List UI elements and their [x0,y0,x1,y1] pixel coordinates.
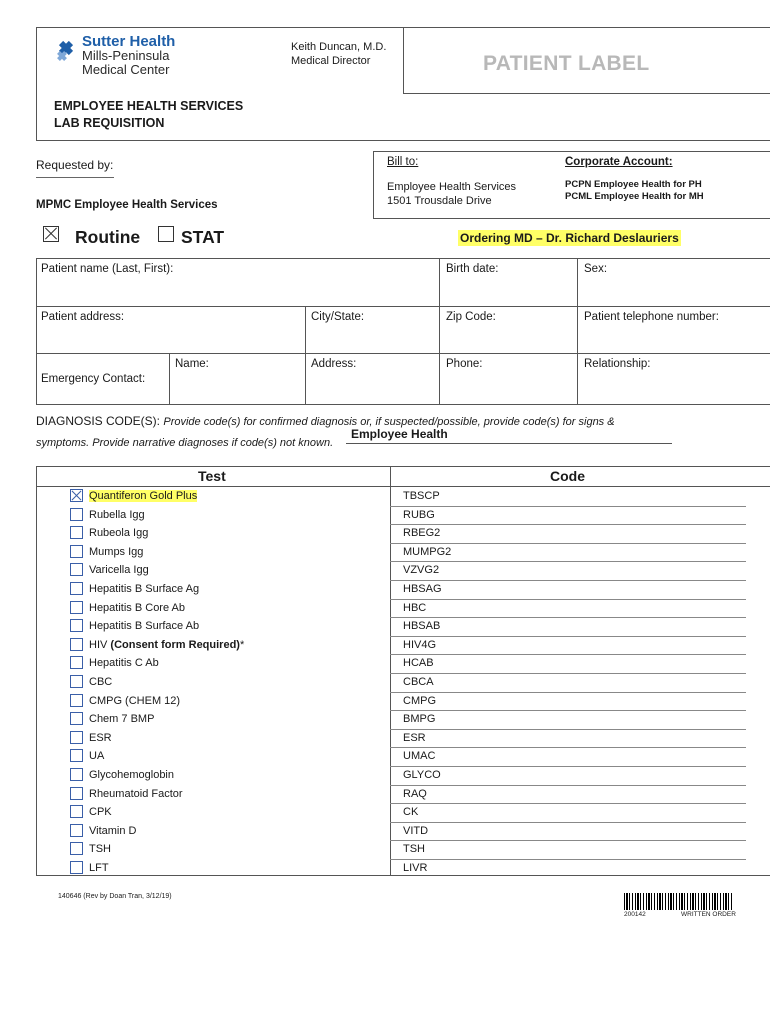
test-checkbox[interactable] [70,526,83,539]
test-name: Varicella Igg [89,564,149,577]
table-row [36,710,770,729]
director-name: Keith Duncan, M.D. [291,41,387,53]
test-checkbox[interactable] [70,656,83,669]
test-name: CMPG (CHEM 12) [89,694,181,707]
test-checkbox[interactable] [70,563,83,576]
row-divider [390,692,746,693]
form-title-line1: EMPLOYEE HEALTH SERVICES [54,99,244,113]
test-name: Mumps Igg [89,545,144,558]
row-divider [390,710,746,711]
test-code: UMAC [403,750,436,763]
test-checkbox[interactable] [70,768,83,781]
logo-medical-center: Medical Center [82,62,170,77]
patient-phone-field[interactable]: Patient telephone number: [584,311,719,323]
test-name: Hepatitis C Ab [89,657,159,670]
test-code: HBSAG [403,583,442,595]
patient-address-field[interactable]: Patient address: [41,311,125,323]
row-divider [390,543,746,544]
table-row [36,506,770,525]
test-code: HBC [403,601,427,614]
test-checkbox[interactable] [70,842,83,855]
test-name: CPK [89,806,112,819]
test-code: CK [403,806,419,819]
row-divider [390,617,746,618]
test-code: CMPG [403,694,436,707]
ec-relationship-field[interactable]: Relationship: [584,358,651,370]
test-checkbox[interactable] [70,508,83,521]
table-header-code: Code [550,468,585,484]
requested-by-value: MPMC Employee Health Services [36,199,218,211]
logo-sutter-health: Sutter Health [82,33,176,50]
test-checkbox[interactable] [70,638,83,651]
form-number: 140646 (Rev by Doan Tran, 3/12/19) [58,893,172,900]
test-code: CBCA [403,676,434,688]
bill-to-line1: Employee Health Services [387,181,517,193]
test-checkbox[interactable] [70,601,83,614]
test-checkbox[interactable] [70,545,83,558]
barcode-number: 200142 [624,911,646,918]
diagnosis-instructions: Provide code(s) for confirmed diagnosis or, if suspected/possible, provide code(s) for signs & [163,416,615,428]
test-code: MUMPG2 [403,545,452,558]
test-name: Rubella Igg [89,508,145,521]
table-row [36,729,770,748]
table-row [36,692,770,711]
ordering-md: Ordering MD – Dr. Richard Deslauriers [460,231,679,245]
row-divider [390,599,746,600]
test-checkbox[interactable] [70,861,83,874]
table-row [36,766,770,785]
birth-date-field[interactable]: Birth date: [446,263,499,275]
table-row [36,580,770,599]
test-name: Chem 7 BMP [89,713,155,726]
table-row [36,859,770,878]
row-divider [390,506,746,507]
table-row [36,617,770,636]
test-name: TSH [89,843,111,856]
row-divider [390,822,746,823]
table-header-test: Test [198,468,226,484]
table-row [36,840,770,859]
diagnosis-instructions-2: symptoms. Provide narrative diagnoses if code(s) not known. [36,437,334,449]
table-row [36,673,770,692]
row-divider [390,673,746,674]
test-name: Hepatitis B Surface Ag [89,583,200,595]
ec-name-field[interactable]: Name: [175,358,209,370]
divider [403,93,770,94]
test-name: CBC [89,676,113,688]
test-checkbox[interactable] [70,694,83,707]
table-row [36,543,770,562]
divider [305,306,306,405]
row-divider [390,636,746,637]
test-code: TBSCP [403,490,440,502]
routine-checkbox[interactable] [43,226,59,242]
test-name: LFT [89,862,109,874]
divider [439,258,440,405]
bill-to-address [387,180,516,208]
table-row [36,747,770,766]
diagnosis-underline [346,443,672,444]
table-row [36,654,770,673]
stat-checkbox[interactable] [158,226,174,242]
test-code: BMPG [403,713,436,726]
test-checkbox[interactable] [70,787,83,800]
test-code: LIVR [403,862,428,874]
corporate-line1: PCPN Employee Health for PH [565,179,702,190]
row-divider [390,803,746,804]
divider [403,28,404,94]
test-code: VITD [403,824,429,837]
emergency-contact-label: Emergency Contact: [41,373,146,385]
row-divider [390,729,746,730]
routine-label: Routine [75,227,141,247]
row-divider [390,840,746,841]
row-divider [390,561,746,562]
divider [577,258,578,405]
barcode-text: WRITTEN ORDER [681,911,736,918]
test-code: RAQ [403,787,427,800]
divider [36,306,770,307]
table-row [36,524,770,543]
test-name: Hepatitis B Surface Ab [89,620,200,633]
test-code: HBSAB [403,620,441,633]
director-title: Medical Director [291,55,371,67]
test-checkbox[interactable] [70,712,83,725]
test-code: GLYCO [403,769,441,781]
test-checkbox[interactable] [70,731,83,744]
test-code: VZVG2 [403,564,440,577]
test-name: ESR [89,731,112,744]
test-checkbox[interactable] [70,582,83,595]
table-row [36,561,770,580]
city-state-field[interactable]: City/State: [311,311,365,323]
table-row [36,599,770,618]
table-row [36,636,770,655]
diagnosis-label: DIAGNOSIS CODE(S): [36,414,161,428]
corporate-line2: PCML Employee Health for MH [565,191,704,202]
divider [169,353,170,405]
row-divider [390,654,746,655]
diagnosis-value[interactable]: Employee Health [351,427,448,441]
test-code: RBEG2 [403,527,441,540]
sex-field[interactable]: Sex: [584,263,608,275]
test-name: Quantiferon Gold Plus [89,490,198,502]
test-name: Vitamin D [89,824,137,837]
test-checkbox[interactable] [70,749,83,762]
test-name: Hepatitis B Core Ab [89,601,185,614]
table-row [36,487,770,506]
barcode [624,893,734,910]
row-divider [390,766,746,767]
test-code: HIV4G [403,638,437,651]
test-name: Rheumatoid Factor [89,787,183,800]
logo-mills-peninsula: Mills-Peninsula [82,48,170,63]
requested-by-label: Requested by: [36,158,114,172]
bill-to-label: Bill to: [387,156,419,168]
test-code: HCAB [403,657,434,670]
test-checkbox[interactable] [70,675,83,688]
stat-label: STAT [181,227,225,247]
patient-name-field[interactable]: Patient name (Last, First): [41,263,174,275]
patient-label-placeholder: PATIENT LABEL [483,52,650,75]
row-divider [390,524,746,525]
test-name: UA [89,750,105,763]
test-code: RUBG [403,508,435,521]
row-divider [390,785,746,786]
table-row [36,803,770,822]
logo-text [82,35,175,77]
form-title [54,98,243,132]
test-checkbox[interactable] [70,489,83,502]
test-name: Rubeola Igg [89,527,149,540]
divider [36,353,770,354]
row-divider [390,580,746,581]
ec-phone-field[interactable]: Phone: [446,358,483,370]
row-divider [390,859,746,860]
form-title-line2: LAB REQUISITION [54,116,165,130]
table-row [36,785,770,804]
test-checkbox[interactable] [70,805,83,818]
corporate-account-values [565,179,704,203]
table-row [36,822,770,841]
row-divider [390,747,746,748]
test-checkbox[interactable] [70,824,83,837]
ec-address-field[interactable]: Address: [311,358,357,370]
patient-info-grid [36,258,770,405]
corporate-account-label: Corporate Account: [565,156,673,168]
bill-to-line2: 1501 Trousdale Drive [387,195,492,207]
test-code: TSH [403,843,425,856]
test-checkbox[interactable] [70,619,83,632]
medical-director [291,40,386,68]
zip-code-field[interactable]: Zip Code: [446,311,496,323]
test-name: Glycohemoglobin [89,769,174,781]
test-code: ESR [403,731,426,744]
test-name: HIV (Consent form Required)* [89,638,245,651]
divider [36,177,114,178]
